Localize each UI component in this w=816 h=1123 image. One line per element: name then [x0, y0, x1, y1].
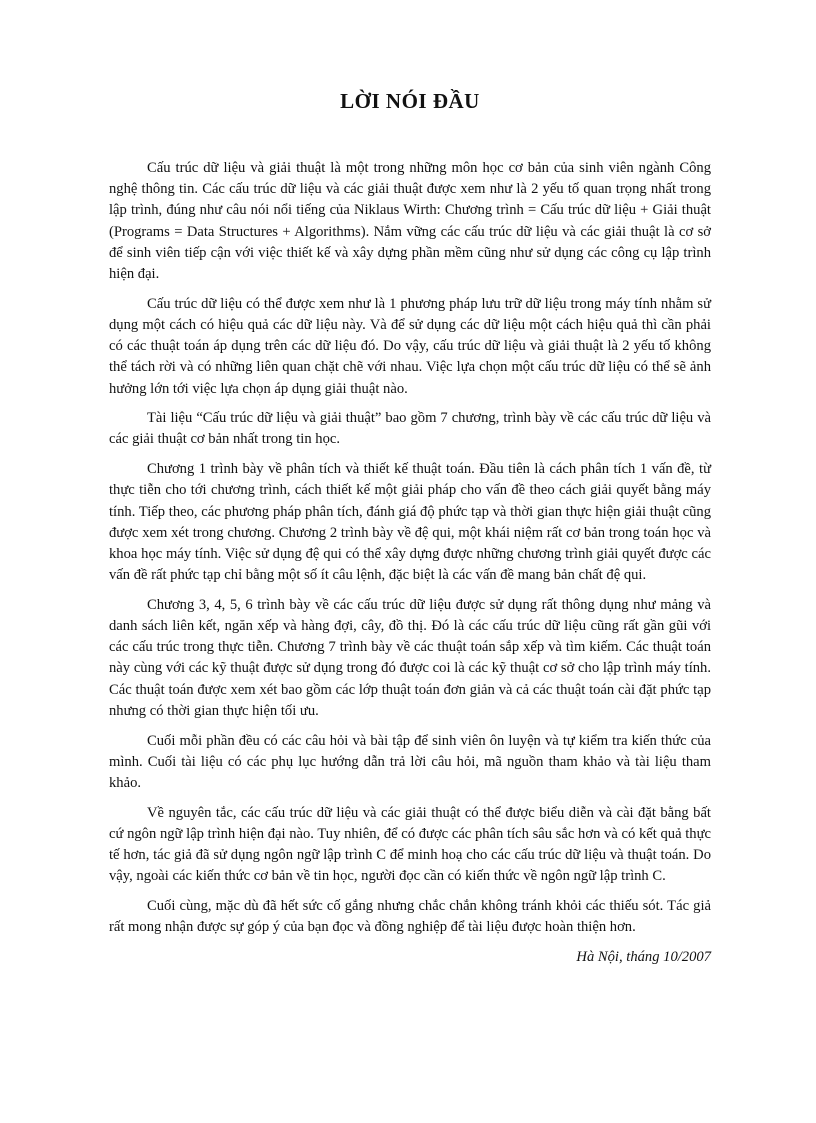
page-title: LỜI NÓI ĐẦU: [340, 89, 480, 113]
paragraph-3: Tài liệu “Cấu trúc dữ liệu và giải thuật” bao gồm 7 chương, trình bày về các cấu trúc dữ liệu và các giải thuật cơ bản nhất trong tin học.: [109, 410, 711, 448]
paragraph-8: Cuối cùng, mặc dù đã hết sức cố gắng nhưng chắc chắn không tránh khỏi các thiếu sót. Tác giả rất mong nhận được sự góp ý của bạn đọc và đồng nghiệp để tài liệu được hoàn thiện hơn.: [109, 898, 711, 936]
paragraph-1: Cấu trúc dữ liệu và giải thuật là một trong những môn học cơ bản của sinh viên ngành Công nghệ thông tin. Các cấu trúc dữ liệu và các giải thuật được xem như là 2 yếu tố quan trọng nhất trong lập trình, đúng như câu nói nổi tiếng của Niklaus Wirth: Chương trình = Cấu trúc dữ liệu + Giải thuật (Programs = Data Structures + Algorithms). Nắm vững các cấu trúc dữ liệu và các giải thuật là cơ sở để sinh viên tiếp cận với việc thiết kế và xây dựng phần mềm cũng như sử dụng các công cụ lập trình hiện đại.: [109, 160, 711, 283]
paragraph-5: Chương 3, 4, 5, 6 trình bày về các cấu trúc dữ liệu được sử dụng rất thông dụng như mảng và danh sách liên kết, ngăn xếp và hàng đợi, cây, đồ thị. Đó là các cấu trúc dữ liệu cũng rất gần gũi với các cấu trúc trong thực tiễn. Chương 7 trình bày về các thuật toán sắp xếp và tìm kiếm. Các thuật toán này cùng với các kỹ thuật được sử dụng trong đó được coi là các kỹ thuật cơ sở cho lập trình máy tính. Các thuật toán được xem xét bao gồm các lớp thuật toán đơn giản và cả các thuật toán cài đặt phức tạp nhưng có thời gian thực hiện tối ưu.: [109, 596, 711, 719]
paragraph-4: Chương 1 trình bày về phân tích và thiết kế thuật toán. Đầu tiên là cách phân tích 1 vấn đề, từ thực tiễn cho tới chương trình, cách thiết kế một giải pháp cho vấn đề theo cách giải quyết bằng máy tính. Tiếp theo, các phương pháp phân tích, đánh giá độ phức tạp và thời gian thực hiện giải thuật cũng được xem xét trong chương. Chương 2 trình bày về đệ qui, một khái niệm rất cơ bản trong toán học và khoa học máy tính. Việc sử dụng đệ qui có thể xây dựng được những chương trình giải quyết được các vấn đề rất phức tạp chỉ bằng một số ít câu lệnh, đặc biệt là các vấn đề mang bản chất đệ qui.: [109, 461, 711, 584]
paragraph-6: Cuối mỗi phần đều có các câu hỏi và bài tập để sinh viên ôn luyện và tự kiểm tra kiến thức của mình. Cuối tài liệu có các phụ lục hướng dẫn trả lời câu hỏi, mã nguồn tham khảo và tài liệu tham khảo.: [109, 732, 711, 791]
document-body: [109, 158, 711, 947]
paragraph-2: Cấu trúc dữ liệu có thể được xem như là 1 phương pháp lưu trữ dữ liệu trong máy tính nhằm sử dụng một cách có hiệu quả các dữ liệu này. Và để sử dụng các dữ liệu một cách hiệu quả thì cần phải có các thuật toán áp dụng trên các dữ liệu đó. Do vậy, cấu trúc dữ liệu và giải thuật là 2 yếu tố không thể tách rời và có những liên quan chặt chẽ với nhau. Việc lựa chọn một cấu trúc dữ liệu có thể sẽ ảnh hưởng lớn tới việc lựa chọn áp dụng giải thuật nào.: [109, 295, 711, 397]
paragraph-7: Về nguyên tắc, các cấu trúc dữ liệu và các giải thuật có thể được biểu diễn và cài đặt bằng bất cứ ngôn ngữ lập trình hiện đại nào. Tuy nhiên, để có được các phân tích sâu sắc hơn và có kết quả thực tế hơn, tác giả đã sử dụng ngôn ngữ lập trình C để minh hoạ cho các cấu trúc dữ liệu và thuật toán. Do vậy, ngoài các kiến thức cơ bản về tin học, người đọc cần có kiến thức về ngôn ngữ lập trình C.: [109, 804, 711, 885]
date-signature: Hà Nội, tháng 10/2007: [576, 949, 711, 965]
